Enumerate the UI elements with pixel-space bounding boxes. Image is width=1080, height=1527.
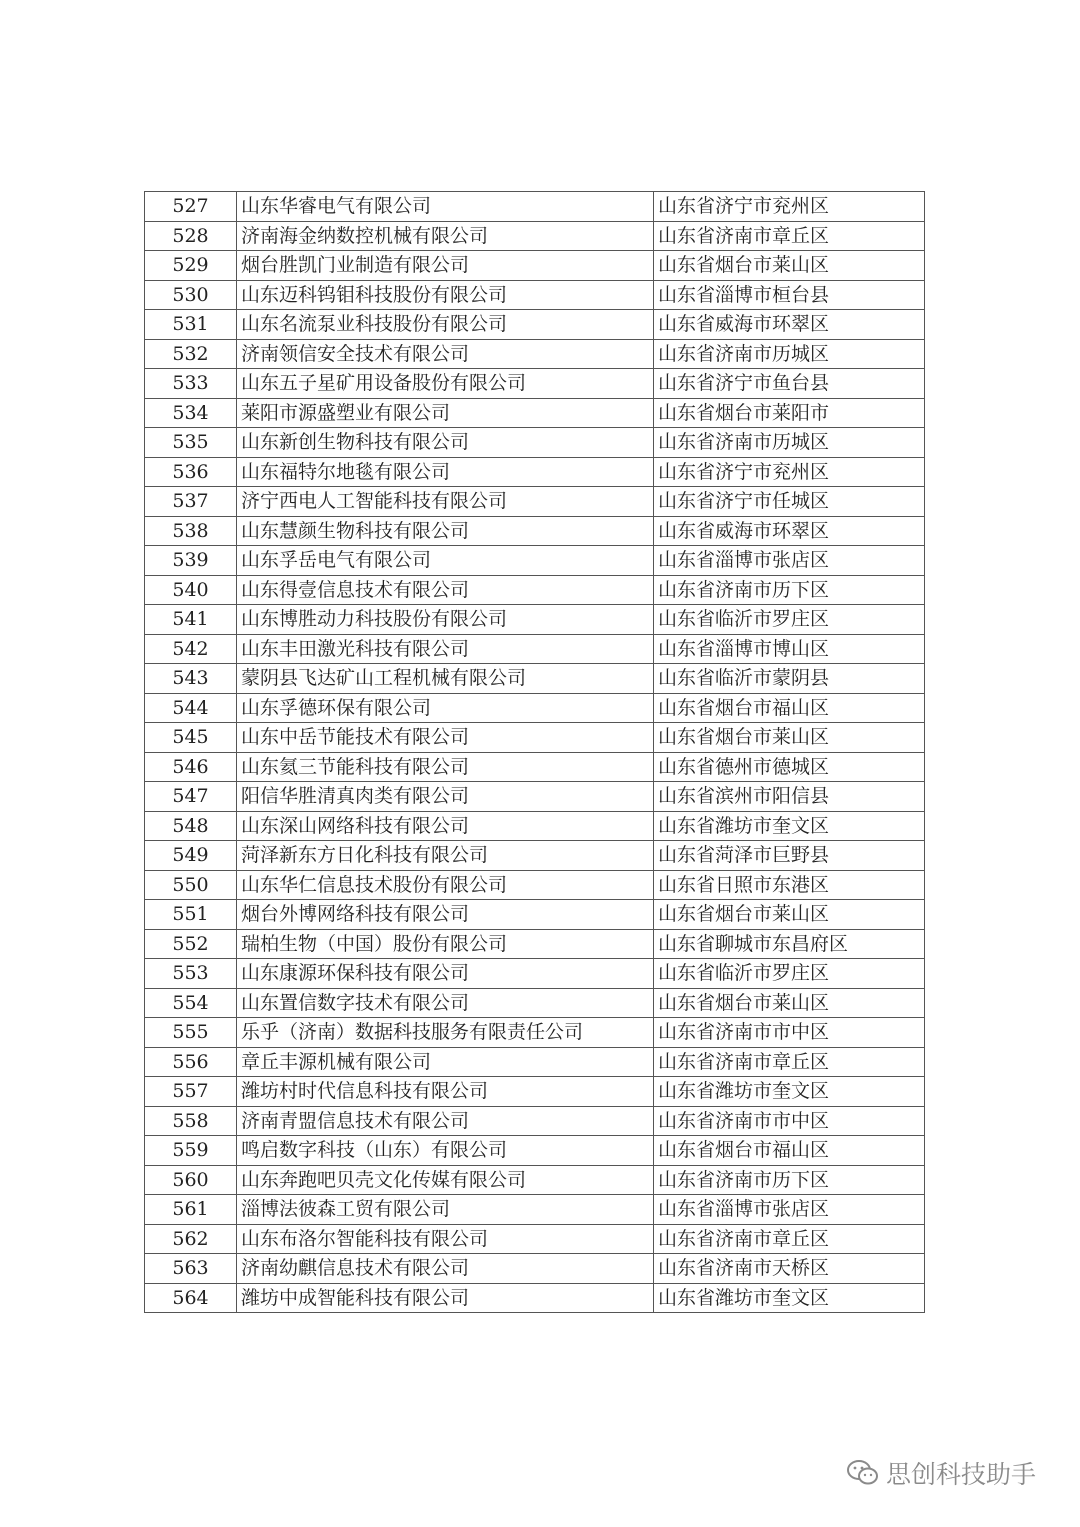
row-number: 559: [145, 1136, 237, 1166]
company-name: 山东五子星矿用设备股份有限公司: [237, 369, 654, 399]
company-region: 山东省济南市市中区: [654, 1018, 925, 1048]
table-row: [145, 811, 925, 841]
company-region: 山东省威海市环翠区: [654, 310, 925, 340]
table-row: [145, 1224, 925, 1254]
table-row: [145, 1283, 925, 1313]
table-row: [145, 841, 925, 871]
company-table: [144, 191, 925, 1313]
company-region: 山东省济南市历下区: [654, 575, 925, 605]
company-name: 济宁西电人工智能科技有限公司: [237, 487, 654, 517]
company-region: 山东省临沂市罗庄区: [654, 959, 925, 989]
row-number: 538: [145, 516, 237, 546]
table-row: [145, 1077, 925, 1107]
row-number: 539: [145, 546, 237, 576]
company-region: 山东省烟台市莱山区: [654, 900, 925, 930]
row-number: 553: [145, 959, 237, 989]
table-body: [145, 192, 925, 1313]
company-name: 鸣启数字科技（山东）有限公司: [237, 1136, 654, 1166]
company-name: 菏泽新东方日化科技有限公司: [237, 841, 654, 871]
row-number: 562: [145, 1224, 237, 1254]
company-region: 山东省烟台市莱山区: [654, 988, 925, 1018]
company-region: 山东省烟台市福山区: [654, 1136, 925, 1166]
company-name: 山东氦三节能科技有限公司: [237, 752, 654, 782]
company-region: 山东省淄博市桓台县: [654, 280, 925, 310]
company-name: 济南海金纳数控机械有限公司: [237, 221, 654, 251]
company-name: 济南领信安全技术有限公司: [237, 339, 654, 369]
row-number: 557: [145, 1077, 237, 1107]
table-row: [145, 752, 925, 782]
row-number: 564: [145, 1283, 237, 1313]
table-row: [145, 1136, 925, 1166]
table-row: [145, 723, 925, 753]
company-region: 山东省济南市天桥区: [654, 1254, 925, 1284]
company-name: 蒙阴县飞达矿山工程机械有限公司: [237, 664, 654, 694]
company-name: 淄博法彼森工贸有限公司: [237, 1195, 654, 1225]
table-row: [145, 369, 925, 399]
company-name: 烟台外博网络科技有限公司: [237, 900, 654, 930]
company-region: 山东省淄博市张店区: [654, 1195, 925, 1225]
company-region: 山东省济南市历城区: [654, 428, 925, 458]
company-region: 山东省济南市章丘区: [654, 221, 925, 251]
company-region: 山东省烟台市莱山区: [654, 251, 925, 281]
company-name: 潍坊村时代信息科技有限公司: [237, 1077, 654, 1107]
company-region: 山东省威海市环翠区: [654, 516, 925, 546]
company-region: 山东省淄博市张店区: [654, 546, 925, 576]
company-name: 山东丰田激光科技有限公司: [237, 634, 654, 664]
company-region: 山东省淄博市博山区: [654, 634, 925, 664]
row-number: 546: [145, 752, 237, 782]
table-row: [145, 398, 925, 428]
company-name: 章丘丰源机械有限公司: [237, 1047, 654, 1077]
company-region: 山东省济南市市中区: [654, 1106, 925, 1136]
company-region: 山东省菏泽市巨野县: [654, 841, 925, 871]
wechat-icon: [846, 1459, 880, 1487]
row-number: 531: [145, 310, 237, 340]
company-region: 山东省烟台市莱阳市: [654, 398, 925, 428]
company-name: 山东慧颜生物科技有限公司: [237, 516, 654, 546]
company-name: 山东福特尔地毯有限公司: [237, 457, 654, 487]
company-name: 山东孚德环保有限公司: [237, 693, 654, 723]
row-number: 540: [145, 575, 237, 605]
table-row: [145, 605, 925, 635]
company-name: 山东置信数字技术有限公司: [237, 988, 654, 1018]
company-name: 烟台胜凯门业制造有限公司: [237, 251, 654, 281]
company-region: 山东省济南市历下区: [654, 1165, 925, 1195]
table-row: [145, 546, 925, 576]
table-row: [145, 900, 925, 930]
company-region: 山东省日照市东港区: [654, 870, 925, 900]
table-row: [145, 1165, 925, 1195]
company-region: 山东省潍坊市奎文区: [654, 1283, 925, 1313]
company-region: 山东省济南市章丘区: [654, 1224, 925, 1254]
company-name: 山东名流泵业科技股份有限公司: [237, 310, 654, 340]
company-name: 山东博胜动力科技股份有限公司: [237, 605, 654, 635]
table-row: [145, 1047, 925, 1077]
row-number: 550: [145, 870, 237, 900]
company-region: 山东省潍坊市奎文区: [654, 1077, 925, 1107]
company-region: 山东省济宁市兖州区: [654, 457, 925, 487]
company-name: 山东孚岳电气有限公司: [237, 546, 654, 576]
row-number: 554: [145, 988, 237, 1018]
company-name: 济南幼麒信息技术有限公司: [237, 1254, 654, 1284]
table-row: [145, 664, 925, 694]
company-name: 山东华睿电气有限公司: [237, 192, 654, 222]
company-region: 山东省济宁市任城区: [654, 487, 925, 517]
table-row: [145, 929, 925, 959]
company-name: 山东康源环保科技有限公司: [237, 959, 654, 989]
company-name: 山东布洛尔智能科技有限公司: [237, 1224, 654, 1254]
row-number: 527: [145, 192, 237, 222]
company-region: 山东省济宁市兖州区: [654, 192, 925, 222]
table-row: [145, 192, 925, 222]
row-number: 563: [145, 1254, 237, 1284]
row-number: 561: [145, 1195, 237, 1225]
table-row: [145, 1018, 925, 1048]
company-region: 山东省德州市德城区: [654, 752, 925, 782]
company-name: 山东得壹信息技术有限公司: [237, 575, 654, 605]
company-region: 山东省济南市章丘区: [654, 1047, 925, 1077]
row-number: 548: [145, 811, 237, 841]
row-number: 528: [145, 221, 237, 251]
row-number: 560: [145, 1165, 237, 1195]
row-number: 541: [145, 605, 237, 635]
company-name: 瑞柏生物（中国）股份有限公司: [237, 929, 654, 959]
table-row: [145, 634, 925, 664]
company-name: 山东迈科钨钼科技股份有限公司: [237, 280, 654, 310]
company-name: 济南青盟信息技术有限公司: [237, 1106, 654, 1136]
table-row: [145, 339, 925, 369]
table-row: [145, 575, 925, 605]
row-number: 551: [145, 900, 237, 930]
table-row: [145, 221, 925, 251]
row-number: 558: [145, 1106, 237, 1136]
company-name: 潍坊中成智能科技有限公司: [237, 1283, 654, 1313]
company-region: 山东省济南市历城区: [654, 339, 925, 369]
company-name: 山东中岳节能技术有限公司: [237, 723, 654, 753]
row-number: 535: [145, 428, 237, 458]
row-number: 533: [145, 369, 237, 399]
watermark: [846, 1455, 1036, 1491]
table-row: [145, 251, 925, 281]
row-number: 556: [145, 1047, 237, 1077]
watermark-text: 思创科技助手: [886, 1460, 1037, 1489]
row-number: 543: [145, 664, 237, 694]
table-row: [145, 487, 925, 517]
row-number: 552: [145, 929, 237, 959]
company-region: 山东省聊城市东昌府区: [654, 929, 925, 959]
table-row: [145, 959, 925, 989]
company-name: 乐乎（济南）数据科技服务有限责任公司: [237, 1018, 654, 1048]
company-name: 山东新创生物科技有限公司: [237, 428, 654, 458]
row-number: 534: [145, 398, 237, 428]
row-number: 549: [145, 841, 237, 871]
company-region: 山东省潍坊市奎文区: [654, 811, 925, 841]
row-number: 537: [145, 487, 237, 517]
table-row: [145, 1254, 925, 1284]
company-region: 山东省济宁市鱼台县: [654, 369, 925, 399]
table-row: [145, 870, 925, 900]
row-number: 536: [145, 457, 237, 487]
table-row: [145, 1106, 925, 1136]
row-number: 545: [145, 723, 237, 753]
company-name: 阳信华胜清真肉类有限公司: [237, 782, 654, 812]
row-number: 542: [145, 634, 237, 664]
company-name: 山东华仁信息技术股份有限公司: [237, 870, 654, 900]
company-region: 山东省临沂市蒙阴县: [654, 664, 925, 694]
company-region: 山东省滨州市阳信县: [654, 782, 925, 812]
table-row: [145, 782, 925, 812]
row-number: 529: [145, 251, 237, 281]
row-number: 547: [145, 782, 237, 812]
table-row: [145, 428, 925, 458]
row-number: 530: [145, 280, 237, 310]
table-row: [145, 1195, 925, 1225]
company-region: 山东省烟台市福山区: [654, 693, 925, 723]
company-region: 山东省烟台市莱山区: [654, 723, 925, 753]
row-number: 544: [145, 693, 237, 723]
table-row: [145, 280, 925, 310]
row-number: 532: [145, 339, 237, 369]
table-row: [145, 693, 925, 723]
company-region: 山东省临沂市罗庄区: [654, 605, 925, 635]
table-row: [145, 310, 925, 340]
table-row: [145, 988, 925, 1018]
table-row: [145, 516, 925, 546]
company-name: 山东深山网络科技有限公司: [237, 811, 654, 841]
company-name: 莱阳市源盛塑业有限公司: [237, 398, 654, 428]
company-name: 山东奔跑吧贝壳文化传媒有限公司: [237, 1165, 654, 1195]
row-number: 555: [145, 1018, 237, 1048]
table-row: [145, 457, 925, 487]
